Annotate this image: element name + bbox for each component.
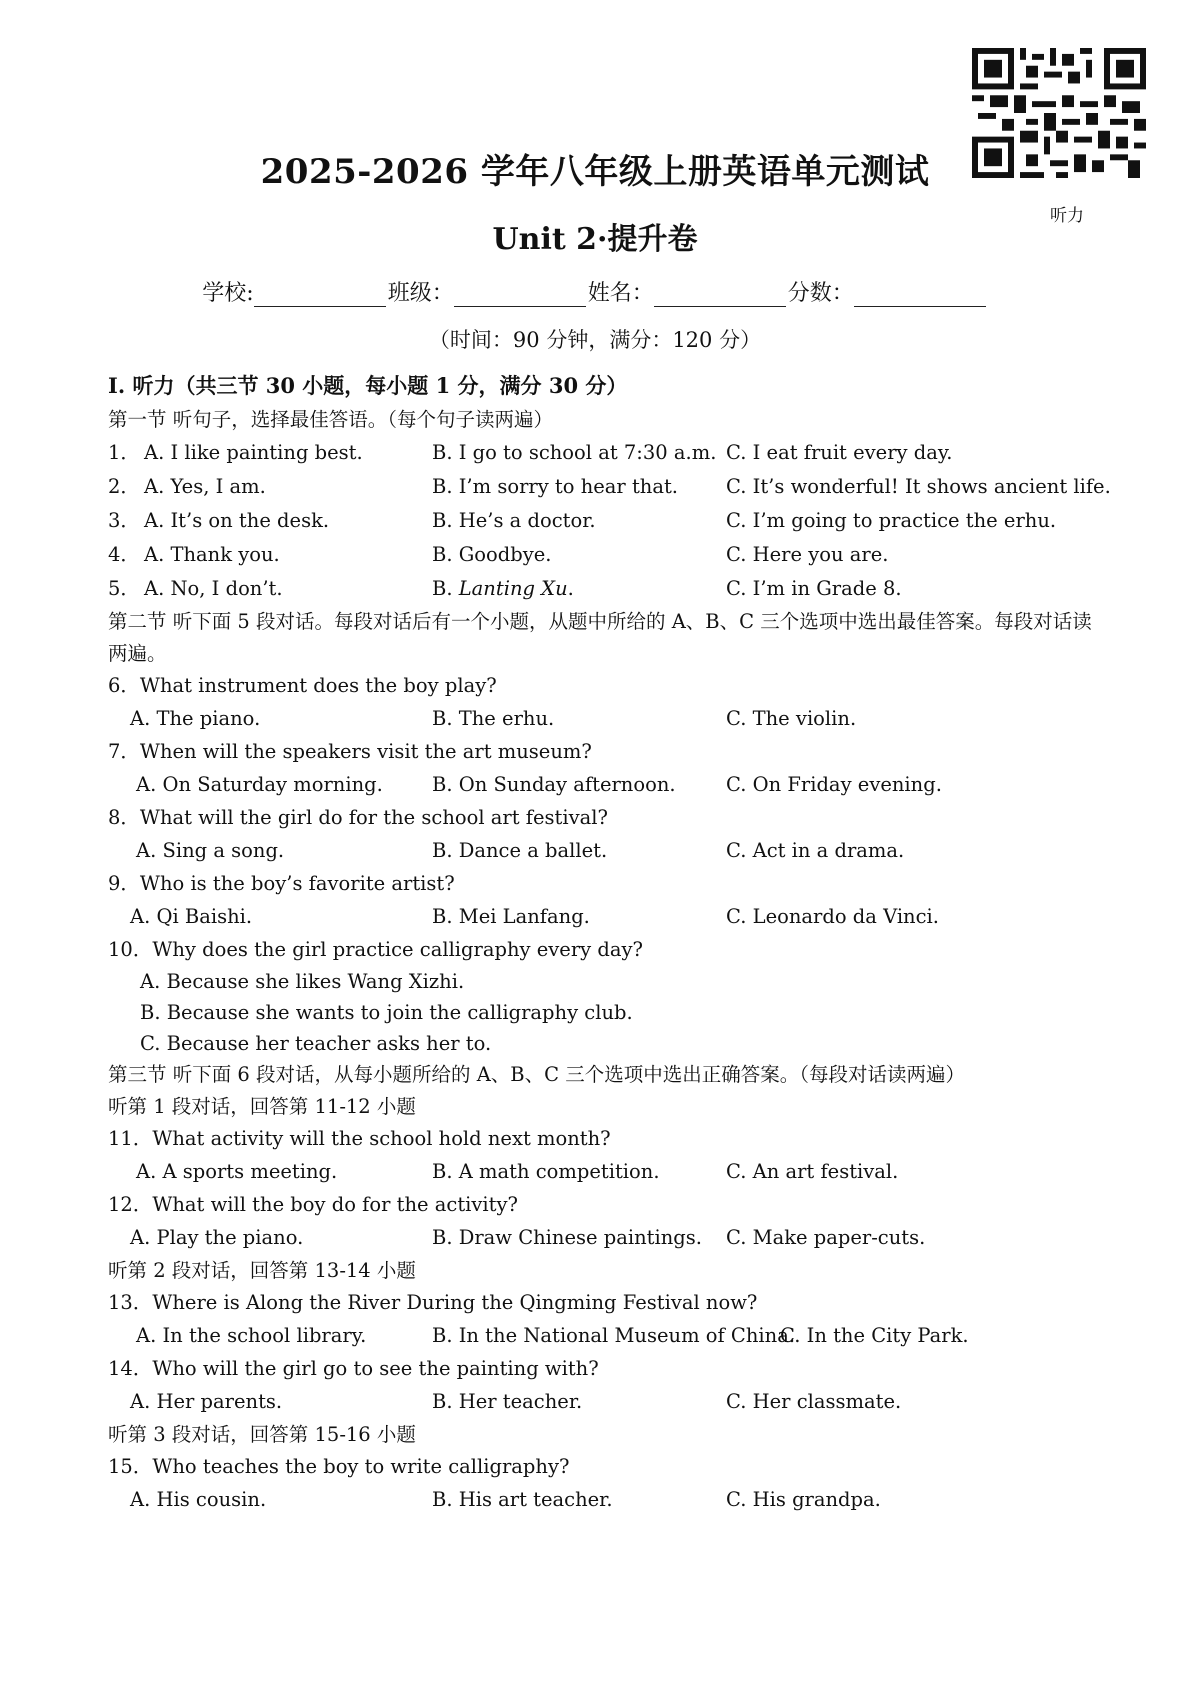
option-c[interactable]: C. In the City Park.: [780, 1324, 969, 1347]
option-c[interactable]: C. Her classmate.: [726, 1390, 902, 1413]
class-blank[interactable]: [454, 284, 586, 307]
option-b[interactable]: [432, 572, 574, 606]
option-a[interactable]: A. On Saturday morning.: [136, 773, 383, 796]
question-number: 4．: [108, 543, 140, 566]
option-a[interactable]: A. Qi Baishi.: [130, 905, 253, 928]
question-row: [108, 436, 1108, 470]
part3-instruction: 第三节 听下面 6 段对话，从每小题所给的 A、B、C 三个选项中选出正确答案。（每段对话读两遍）: [108, 1063, 965, 1086]
question-text: 13．Where is Along the River During the Qingming Festival now?: [108, 1291, 758, 1314]
options-row: [108, 1385, 1108, 1419]
question-text: 10．Why does the girl practice calligraphy every day?: [108, 938, 643, 961]
options-row: [108, 1319, 1108, 1353]
question-number: 3．: [108, 509, 140, 532]
qr-label: 听力: [1050, 206, 1084, 226]
option-c[interactable]: C. The violin.: [726, 707, 857, 730]
option-c[interactable]: C. Leonardo da Vinci.: [726, 905, 939, 928]
question-text: 8．What will the girl do for the school art festival?: [108, 806, 608, 829]
option-b[interactable]: B. I’m sorry to hear that.: [432, 475, 678, 498]
option-a[interactable]: A. Play the piano.: [130, 1226, 304, 1249]
school-label: 学校:: [202, 281, 254, 306]
question-number: 2．: [108, 475, 140, 498]
question-text: 6．What instrument does the boy play?: [108, 674, 497, 697]
option-c[interactable]: C. I’m in Grade 8.: [726, 577, 902, 600]
option-c[interactable]: C. Act in a drama.: [726, 839, 905, 862]
option-b[interactable]: B. Because she wants to join the calligraphy club.: [140, 1001, 633, 1024]
option-a[interactable]: A. A sports meeting.: [136, 1160, 338, 1183]
options-row: [108, 1221, 1108, 1255]
option-a[interactable]: A. Her parents.: [130, 1390, 283, 1413]
school-blank[interactable]: [254, 284, 386, 307]
option-c[interactable]: C. Here you are.: [726, 543, 889, 566]
option-b[interactable]: B. Draw Chinese paintings.: [432, 1226, 702, 1249]
question-number: 5．: [108, 577, 140, 600]
name-blank[interactable]: [654, 284, 786, 307]
option-b[interactable]: B. A math competition.: [432, 1160, 660, 1183]
question-row: [108, 504, 1108, 538]
page-title: 2025-2026 学年八年级上册英语单元测试: [260, 152, 930, 192]
option-b[interactable]: B. I go to school at 7:30 a.m.: [432, 441, 717, 464]
option-a[interactable]: A. The piano.: [130, 707, 261, 730]
class-label: 班级：: [387, 281, 454, 306]
option-b[interactable]: B. In the National Museum of China.: [432, 1324, 796, 1347]
option-b[interactable]: B. Her teacher.: [432, 1390, 583, 1413]
question-row: [108, 538, 1108, 572]
options-row: [108, 702, 1108, 736]
option-a[interactable]: A. Sing a song.: [136, 839, 285, 862]
option-c[interactable]: C. It’s wonderful! It shows ancient life.: [726, 475, 1111, 498]
option-c[interactable]: C. I eat fruit every day.: [726, 441, 953, 464]
option-b[interactable]: B. Mei Lanfang.: [432, 905, 590, 928]
option-a[interactable]: A. Yes, I am.: [144, 475, 266, 498]
option-a[interactable]: A. No, I don’t.: [144, 577, 283, 600]
part2-instruction: 第二节 听下面 5 段对话。每段对话后有一个小题，从题中所给的 A、B、C 三个选项中选出最佳答案。每段对话读两遍。: [108, 610, 1092, 665]
question-text: 15．Who teaches the boy to write calligraphy?: [108, 1455, 570, 1478]
score-label: 分数：: [787, 281, 854, 306]
option-b-suffix: .: [567, 577, 574, 600]
question-text: 14．Who will the girl go to see the painting with?: [108, 1357, 599, 1380]
option-a[interactable]: A. His cousin.: [130, 1488, 267, 1511]
part1-instruction: 第一节 听句子，选择最佳答语。（每个句子读两遍）: [108, 408, 553, 431]
option-c[interactable]: C. Make paper-cuts.: [726, 1226, 926, 1249]
option-b[interactable]: B. On Sunday afternoon.: [432, 773, 676, 796]
option-b[interactable]: B. His art teacher.: [432, 1488, 613, 1511]
dialogue-heading: 听第 1 段对话，回答第 11-12 小题: [108, 1095, 416, 1118]
page-subtitle: Unit 2·提升卷: [492, 222, 698, 257]
option-b[interactable]: B. He’s a doctor.: [432, 509, 596, 532]
question-number: 1．: [108, 441, 140, 464]
option-b[interactable]: B. Dance a ballet.: [432, 839, 608, 862]
options-row: [108, 768, 1108, 802]
time-info: （时间：90 分钟，满分：120 分）: [428, 328, 762, 352]
option-c[interactable]: C. Because her teacher asks her to.: [140, 1032, 492, 1055]
option-a[interactable]: A. I like painting best.: [144, 441, 363, 464]
student-info-line: [0, 276, 1190, 307]
question-text: 9．Who is the boy’s favorite artist?: [108, 872, 455, 895]
dialogue-heading: 听第 3 段对话，回答第 15-16 小题: [108, 1423, 416, 1446]
option-b-italic: Lanting Xu: [458, 577, 568, 600]
option-a[interactable]: A. Thank you.: [144, 543, 280, 566]
question-text: 11．What activity will the school hold next month?: [108, 1127, 611, 1150]
dialogue-heading: 听第 2 段对话，回答第 13-14 小题: [108, 1259, 416, 1282]
options-row: [108, 1483, 1108, 1517]
question-text: 12．What will the boy do for the activity?: [108, 1193, 518, 1216]
section-title: I. 听力（共三节 30 小题，每小题 1 分，满分 30 分）: [108, 373, 628, 398]
option-a[interactable]: A. Because she likes Wang Xizhi.: [140, 970, 465, 993]
score-blank[interactable]: [854, 284, 986, 307]
option-c[interactable]: C. I’m going to practice the erhu.: [726, 509, 1057, 532]
name-label: 姓名：: [587, 281, 654, 306]
question-text: 7．When will the speakers visit the art museum?: [108, 740, 592, 763]
option-c[interactable]: C. An art festival.: [726, 1160, 899, 1183]
options-row: [108, 900, 1108, 934]
option-a[interactable]: A. In the school library.: [136, 1324, 367, 1347]
options-row: [108, 834, 1108, 868]
option-b[interactable]: B. Goodbye.: [432, 543, 552, 566]
question-row: [108, 470, 1111, 504]
listening-section: [108, 368, 1111, 1517]
option-a[interactable]: A. It’s on the desk.: [144, 509, 330, 532]
option-c[interactable]: C. On Friday evening.: [726, 773, 942, 796]
qr-code-icon[interactable]: [972, 48, 1146, 178]
option-b[interactable]: B. The erhu.: [432, 707, 555, 730]
question-row: [108, 572, 1108, 606]
option-c[interactable]: C. His grandpa.: [726, 1488, 881, 1511]
options-row: [108, 1155, 1108, 1189]
option-b-prefix: B.: [432, 577, 459, 600]
